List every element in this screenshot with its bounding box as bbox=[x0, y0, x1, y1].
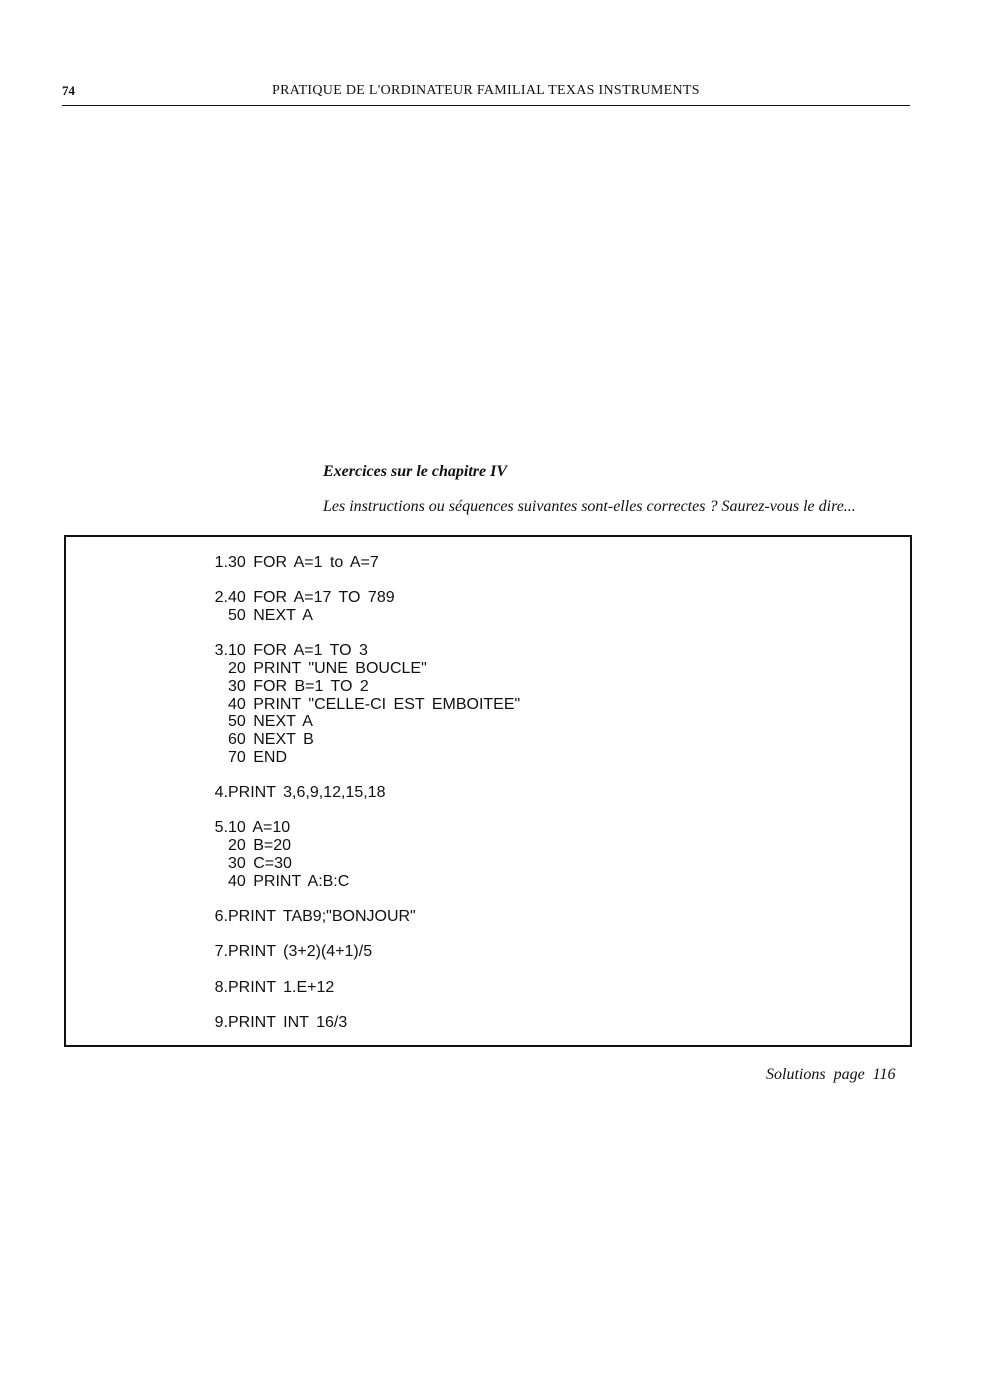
code-block bbox=[228, 819, 349, 890]
exercise-number: 5. bbox=[214, 819, 228, 837]
code-line: 50 NEXT A bbox=[228, 607, 313, 625]
exercise-number: 4. bbox=[214, 784, 228, 802]
page-header bbox=[62, 83, 910, 106]
exercise-box bbox=[64, 535, 912, 1047]
code-line: PRINT INT 16/3 bbox=[228, 1014, 348, 1032]
code-line: 20 PRINT "UNE BOUCLE" bbox=[228, 660, 427, 678]
code-block bbox=[228, 979, 334, 997]
code-line: PRINT 1.E+12 bbox=[228, 978, 335, 996]
exercise-item bbox=[200, 943, 520, 961]
code-line: 50 NEXT A bbox=[228, 713, 313, 731]
code-block bbox=[228, 908, 416, 926]
code-line: 10 FOR A=1 TO 3 bbox=[228, 642, 368, 660]
code-line: 30 C=30 bbox=[228, 854, 292, 872]
exercise-item bbox=[200, 1014, 520, 1032]
code-block bbox=[228, 943, 372, 961]
exercise-section-title: Exercices sur le chapitre IV bbox=[323, 463, 507, 480]
code-line: 70 END bbox=[228, 748, 288, 766]
exercise-number: 7. bbox=[214, 943, 228, 961]
code-line: 30 FOR A=1 to A=7 bbox=[228, 554, 379, 571]
code-line: 40 PRINT A:B:C bbox=[228, 872, 350, 890]
exercise-number: 9. bbox=[214, 1014, 228, 1032]
solutions-reference: Solutions page 116 bbox=[766, 1066, 896, 1083]
exercise-item bbox=[200, 589, 520, 624]
code-line: 10 A=10 bbox=[228, 819, 291, 837]
exercise-item bbox=[200, 784, 520, 802]
code-line: 40 FOR A=17 TO 789 bbox=[228, 589, 395, 607]
exercise-item bbox=[200, 554, 520, 572]
exercise-question: Les instructions ou séquences suivantes sont-elles correctes ? Saurez-vous le dire... bbox=[323, 498, 856, 515]
code-line: 20 B=20 bbox=[228, 837, 292, 855]
exercise-number: 8. bbox=[214, 978, 228, 996]
exercise-item bbox=[200, 642, 520, 766]
code-line: PRINT 3,6,9,12,15,18 bbox=[228, 784, 386, 802]
code-block bbox=[228, 784, 385, 802]
exercise-number: 1. bbox=[214, 554, 228, 571]
code-line: 30 FOR B=1 TO 2 bbox=[228, 677, 369, 695]
exercise-item bbox=[200, 908, 520, 926]
exercise-number: 3. bbox=[214, 642, 228, 660]
code-line: PRINT (3+2)(4+1)/5 bbox=[228, 943, 373, 961]
exercise-item bbox=[200, 979, 520, 997]
exercise-number: 6. bbox=[214, 907, 228, 925]
code-line: PRINT TAB9;"BONJOUR" bbox=[228, 907, 416, 925]
exercise-item bbox=[200, 819, 520, 890]
code-line: 60 NEXT B bbox=[228, 731, 314, 748]
exercise-list bbox=[200, 554, 520, 1050]
exercise-number: 2. bbox=[214, 589, 228, 607]
page-number: 74 bbox=[62, 83, 75, 98]
code-block bbox=[228, 554, 379, 572]
code-line: 40 PRINT "CELLE-CI EST EMBOITEE" bbox=[228, 695, 521, 713]
running-title: PRATIQUE DE L'ORDINATEUR FAMILIAL TEXAS INSTRUMENTS bbox=[272, 83, 700, 98]
code-block bbox=[228, 589, 395, 624]
code-block bbox=[228, 642, 520, 766]
code-block bbox=[228, 1014, 347, 1032]
